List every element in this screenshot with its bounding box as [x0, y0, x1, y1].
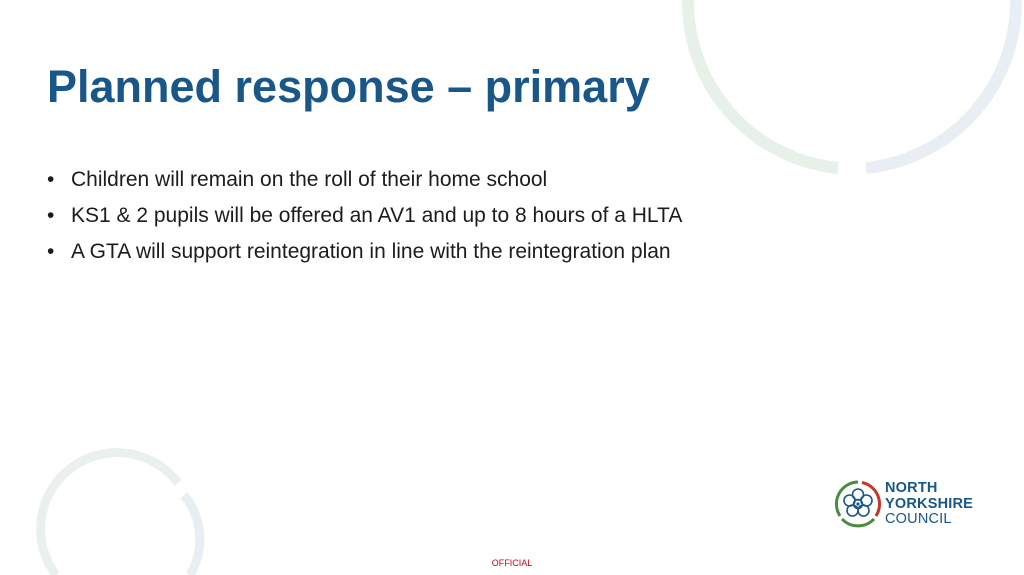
bullet-dot: • [47, 240, 55, 263]
yorkshire-rose-icon [834, 480, 882, 528]
bullet-list [47, 162, 682, 270]
logo-line-yorkshire: YORKSHIRE [885, 495, 974, 512]
slide-title: Planned response – primary [47, 61, 650, 112]
logo-line-north: NORTH [885, 480, 938, 496]
bullet-item [47, 162, 682, 198]
bullet-text: A GTA will support reintegration in line with the reintegration plan [71, 240, 671, 263]
classification-label: OFFICIAL [491, 558, 533, 568]
top-right-arc-green [688, 0, 838, 168]
top-right-arc-blue [866, 0, 1016, 168]
bullet-dot: • [47, 204, 55, 227]
bullet-dot: • [47, 168, 55, 191]
bottom-left-arc-green [41, 453, 178, 575]
bullet-item [47, 198, 682, 234]
bullet-item [47, 234, 682, 270]
logo-line-council: COUNCIL [885, 511, 952, 527]
logo-wordmark [885, 481, 973, 528]
bullet-text: KS1 & 2 pupils will be offered an AV1 and up to 8 hours of a HLTA [71, 204, 683, 227]
bullet-text: Children will remain on the roll of their home school [71, 168, 548, 191]
council-logo [834, 478, 984, 530]
